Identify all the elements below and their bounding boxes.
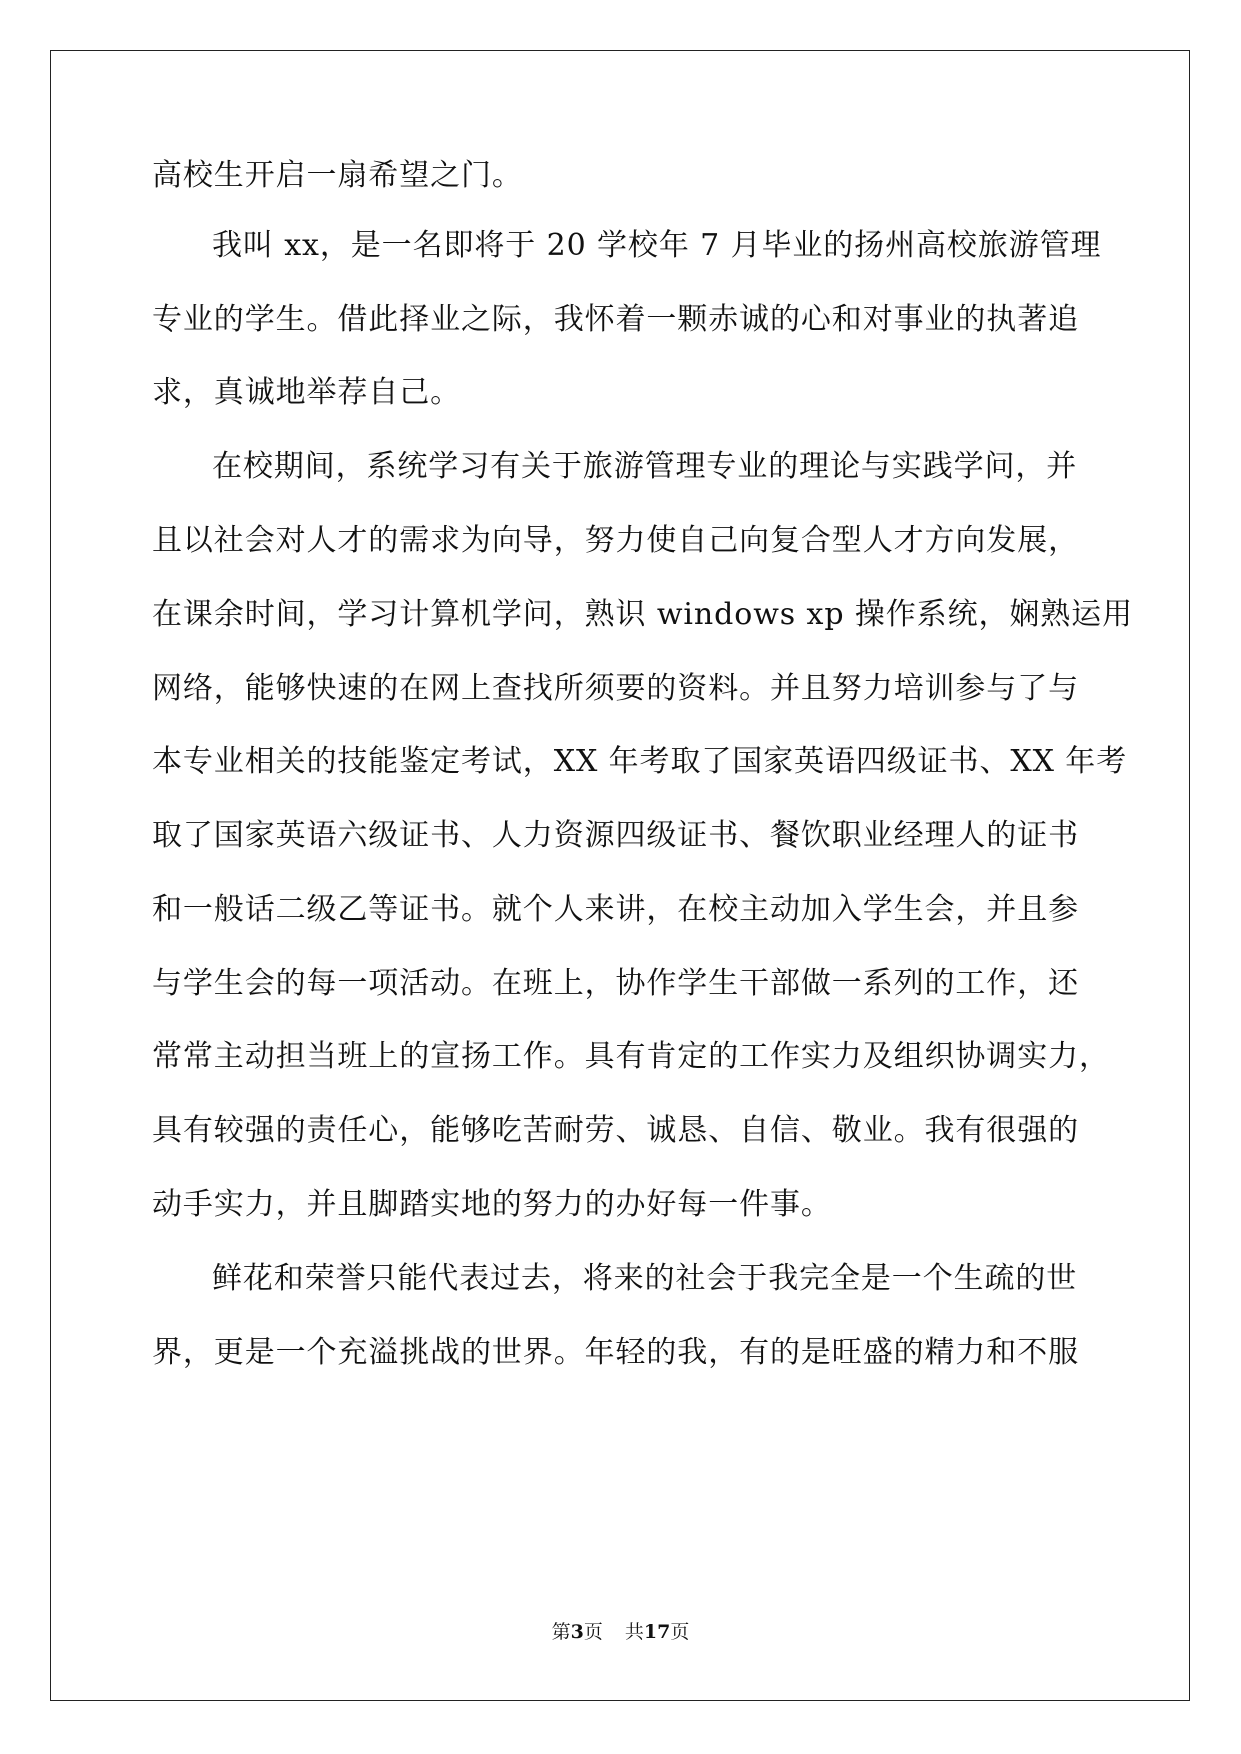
page-prefix: 第	[551, 1621, 571, 1643]
text-line: 专业的学生。借此择业之际，我怀着一颗赤诚的心和对事业的执著追	[152, 302, 1079, 337]
text-line: 具有较强的责任心，能够吃苦耐劳、诚恳、自信、敬业。我有很强的	[152, 1113, 1079, 1148]
text-line: 取了国家英语六级证书、人力资源四级证书、餐饮职业经理人的证书	[152, 818, 1079, 853]
text-line: 和一般话二级乙等证书。就个人来讲，在校主动加入学生会，并且参	[152, 892, 1079, 927]
text-line: 常常主动担当班上的宣扬工作。具有肯定的工作实力及组织协调实力，	[152, 1039, 1110, 1074]
text-line: 本专业相关的技能鉴定考试，XX 年考取了国家英语四级证书、XX 年考	[152, 744, 1128, 779]
text-line: 求，真诚地举荐自己。	[152, 375, 461, 410]
total-prefix: 共	[624, 1621, 644, 1643]
page-footer	[0, 1620, 1241, 1644]
page-number: 3	[570, 1621, 584, 1643]
total-pages: 17	[643, 1621, 671, 1643]
text-line: 我叫 xx，是一名即将于 20 学校年 7 月毕业的扬州高校旅游管理	[212, 228, 1102, 263]
page-border	[50, 50, 1190, 1701]
text-line: 在校期间，系统学习有关于旅游管理专业的理论与实践学问，并	[212, 449, 1078, 484]
text-line: 动手实力，并且脚踏实地的努力的办好每一件事。	[152, 1187, 832, 1222]
text-line: 高校生开启一扇希望之门。	[152, 158, 523, 193]
total-suffix: 页	[670, 1621, 690, 1643]
text-line: 在课余时间，学习计算机学问，熟识 windows xp 操作系统，娴熟运用	[152, 597, 1133, 632]
text-line: 且以社会对人才的需求为向导，努力使自己向复合型人才方向发展，	[152, 523, 1079, 558]
text-line: 网络，能够快速的在网上查找所须要的资料。并且努力培训参与了与	[152, 671, 1079, 706]
page-suffix: 页	[583, 1621, 603, 1643]
text-line: 鲜花和荣誉只能代表过去，将来的社会于我完全是一个生疏的世	[212, 1261, 1078, 1296]
text-line: 与学生会的每一项活动。在班上，协作学生干部做一系列的工作，还	[152, 966, 1079, 1001]
text-line: 界，更是一个充溢挑战的世界。年轻的我，有的是旺盛的精力和不服	[152, 1335, 1079, 1370]
